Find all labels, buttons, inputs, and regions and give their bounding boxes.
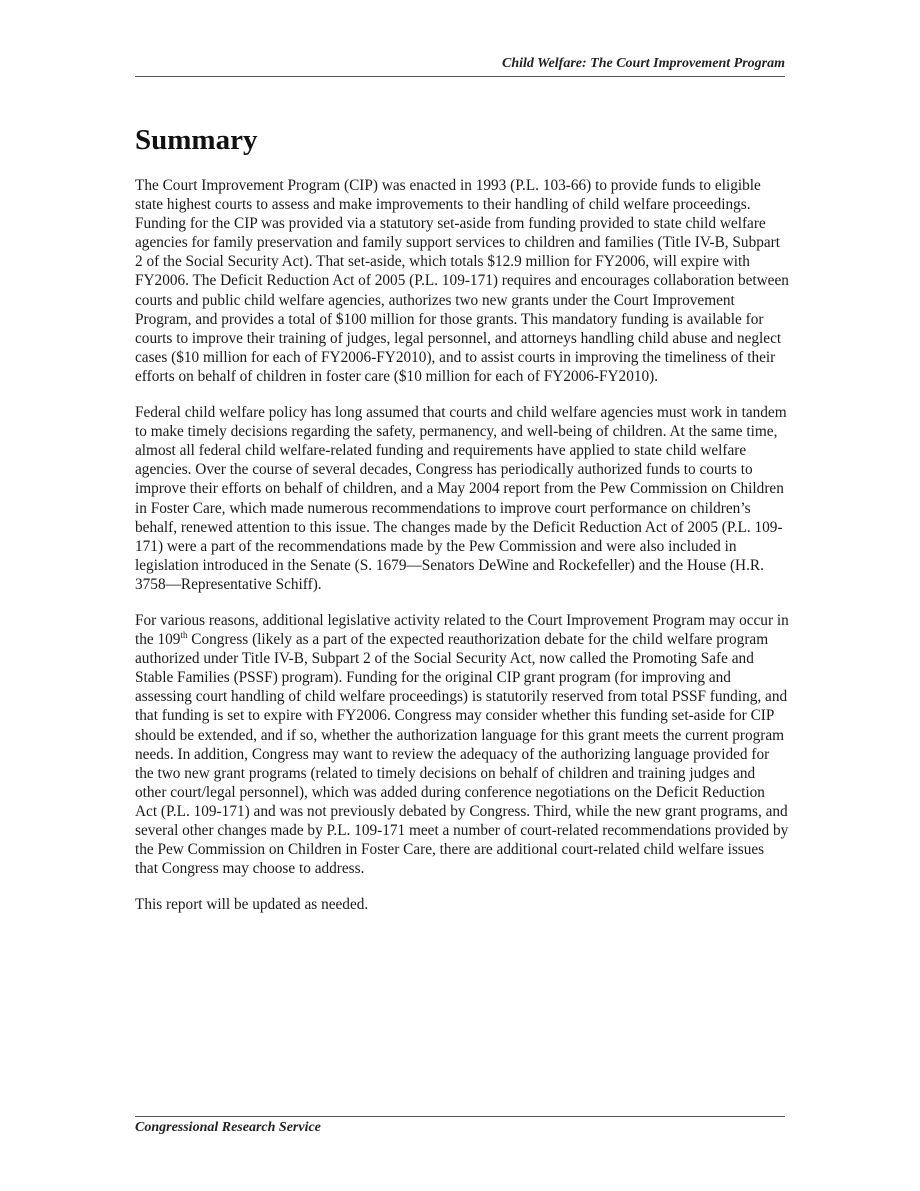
page-title: Summary [135, 124, 258, 156]
header-divider [135, 76, 785, 77]
running-header-title: Child Welfare: The Court Improvement Program [502, 56, 785, 71]
paragraph-1: The Court Improvement Program (CIP) was enacted in 1993 (P.L. 103-66) to provide funds to eligible state highest courts to assess and make improvements to their handling of child welfare proceedings. Funding for the CIP was provided via a statutory set-aside from funding provided to state child welfare agencies for family preservation and family support services to children and families (Title IV-B, Subpart 2 of the Social Security Act). That set-aside, which totals $12.9 million for FY2006, will expire with FY2006. The Deficit Reduction Act of 2005 (P.L. 109-171) requires and encourages collaboration between courts and public child welfare agencies, authorizes two new grants under the Court Improvement Program, and provides a total of $100 million for those grants. This mandatory funding is available for courts to improve their training of judges, legal personnel, and attorneys handling child abuse and neglect cases ($10 million for each of FY2006-FY2010), and to assist courts in improving the timeliness of their efforts on behalf of children in foster care ($10 million for each of FY2006-FY2010). [135, 177, 789, 385]
paragraph-2: Federal child welfare policy has long assumed that courts and child welfare agencies must work in tandem to make timely decisions regarding the safety, permanency, and well-being of children. At the same time, almost all federal child welfare-related funding and requirements have applied to state child welfare agencies. Over the course of several decades, Congress has periodically authorized funds to courts to improve their efforts on behalf of children, and a May 2004 report from the Pew Commission on Children in Foster Care, which made numerous recommendations to improve court performance on children’s behalf, renewed attention to this issue. The changes made by the Deficit Reduction Act of 2005 (P.L. 109-171) were a part of the recommendations made by the Pew Commission and were also included in legislation introduced in the Senate (S. 1679—Senators DeWine and Rockefeller) and the House (H.R. 3758—Representative Schiff). [135, 404, 787, 593]
footer-divider [135, 1116, 785, 1117]
paragraph-3-rest: Congress (likely as a part of the expected reauthorization debate for the child welfare program authorized under Title IV-B, Subpart 2 of the Social Security Act, now called the Promoting Safe and Stable Families (PSSF) program). Funding for the original CIP grant program (for improving and assessing court handling of child welfare proceedings) is statutorily reserved from total PSSF funding, and that funding is set to expire with FY2006. Congress may consider whether this funding set-aside for CIP should be extended, and if so, whether the authorization language for this grant meets the current program needs. In addition, Congress may want to review the adequacy of the authorizing language provided for the two new grant programs (related to timely decisions on behalf of children and training judges and other court/legal personnel), which was added during conference negotiations on the Deficit Reduction Act (P.L. 109-171) and was not previously debated by Congress. Third, while the new grant programs, and several other changes made by P.L. 109-171 meet a number of court-related recommendations provided by the Pew Commission on Children in Foster Care, there are additional court-related child welfare issues that Congress may choose to address. [135, 631, 789, 878]
ordinal-superscript: th [180, 629, 188, 640]
footer-organization: Congressional Research Service [135, 1120, 321, 1135]
summary-body [135, 176, 789, 931]
paragraph-3-start: For various reasons, additional legislative activity related to the Court Improvement Program may occur in the 109 [135, 611, 789, 649]
paragraph-4: This report will be updated as needed. [135, 896, 369, 914]
paragraph-3 [135, 611, 789, 878]
